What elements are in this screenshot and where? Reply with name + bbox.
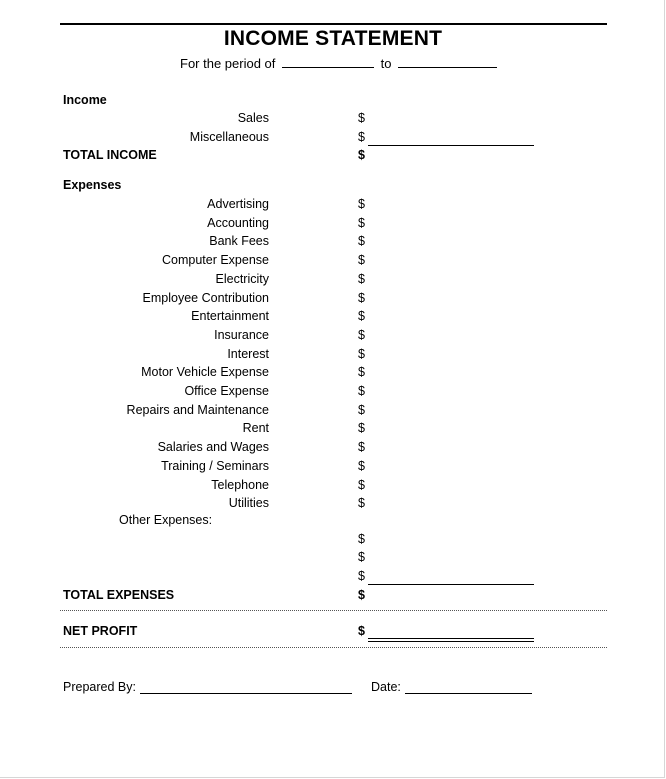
expense-item: Electricity xyxy=(215,272,269,286)
dollar-sign: $ xyxy=(358,347,365,361)
dollar-sign: $ xyxy=(358,234,365,248)
expense-item: Insurance xyxy=(214,328,269,342)
expense-item: Bank Fees xyxy=(209,234,269,248)
dollar-sign: $ xyxy=(358,421,365,435)
income-item-sales: Sales xyxy=(237,111,269,125)
dollar-sign: $ xyxy=(358,550,365,564)
subtotal-line xyxy=(368,145,534,146)
dollar-sign: $ xyxy=(358,272,365,286)
income-item-miscellaneous: Miscellaneous xyxy=(189,130,269,144)
dollar-sign: $ xyxy=(358,588,365,602)
dollar-sign: $ xyxy=(358,478,365,492)
expense-item: Utilities xyxy=(228,496,269,510)
period-prefix: For the period of xyxy=(180,56,276,71)
dollar-sign: $ xyxy=(358,403,365,417)
dollar-sign: $ xyxy=(358,216,365,230)
expense-item: Interest xyxy=(227,347,269,361)
dotted-divider xyxy=(60,610,607,611)
dollar-sign: $ xyxy=(358,197,365,211)
expense-item: Advertising xyxy=(207,197,269,211)
dollar-sign: $ xyxy=(358,440,365,454)
period-to-label: to xyxy=(380,56,392,71)
date-label: Date: xyxy=(371,680,401,694)
expense-item: Office Expense xyxy=(184,384,269,398)
dollar-sign: $ xyxy=(358,365,365,379)
dollar-sign: $ xyxy=(358,130,365,144)
dollar-sign: $ xyxy=(358,496,365,510)
expenses-heading: Expenses xyxy=(63,178,122,192)
document-title: INCOME STATEMENT xyxy=(223,27,443,50)
expense-item: Salaries and Wages xyxy=(157,440,269,454)
total-expenses-label: TOTAL EXPENSES xyxy=(63,588,175,602)
expense-item: Training / Seminars xyxy=(161,459,269,473)
dollar-sign: $ xyxy=(358,148,365,162)
total-income-label: TOTAL INCOME xyxy=(63,148,157,162)
prepared-by-field[interactable] xyxy=(140,693,352,694)
net-profit-double-line xyxy=(368,638,534,642)
subtotal-line xyxy=(368,584,534,585)
expense-item: Accounting xyxy=(207,216,269,230)
dollar-sign: $ xyxy=(358,328,365,342)
expense-item: Entertainment xyxy=(191,309,269,323)
dollar-sign: $ xyxy=(358,291,365,305)
dollar-sign: $ xyxy=(358,253,365,267)
expense-item: Rent xyxy=(242,421,269,435)
date-field[interactable] xyxy=(405,693,532,694)
period-end-field[interactable] xyxy=(398,56,497,68)
dotted-divider xyxy=(60,647,607,648)
expense-item: Computer Expense xyxy=(161,253,269,267)
dollar-sign: $ xyxy=(358,111,365,125)
dollar-sign: $ xyxy=(358,384,365,398)
expense-item: Employee Contribution xyxy=(142,291,269,305)
net-profit-label: NET PROFIT xyxy=(63,624,138,638)
period-row xyxy=(180,56,497,71)
expense-item: Telephone xyxy=(211,478,269,492)
expense-item: Motor Vehicle Expense xyxy=(141,365,269,379)
dollar-sign: $ xyxy=(358,309,365,323)
prepared-by-label: Prepared By: xyxy=(63,680,136,694)
top-rule xyxy=(60,23,607,25)
dollar-sign: $ xyxy=(358,624,365,638)
other-expenses-label: Other Expenses: xyxy=(119,513,213,527)
period-start-field[interactable] xyxy=(282,56,374,68)
expense-item: Repairs and Maintenance xyxy=(126,403,269,417)
dollar-sign: $ xyxy=(358,569,365,583)
income-heading: Income xyxy=(63,93,107,107)
dollar-sign: $ xyxy=(358,459,365,473)
dollar-sign: $ xyxy=(358,532,365,546)
